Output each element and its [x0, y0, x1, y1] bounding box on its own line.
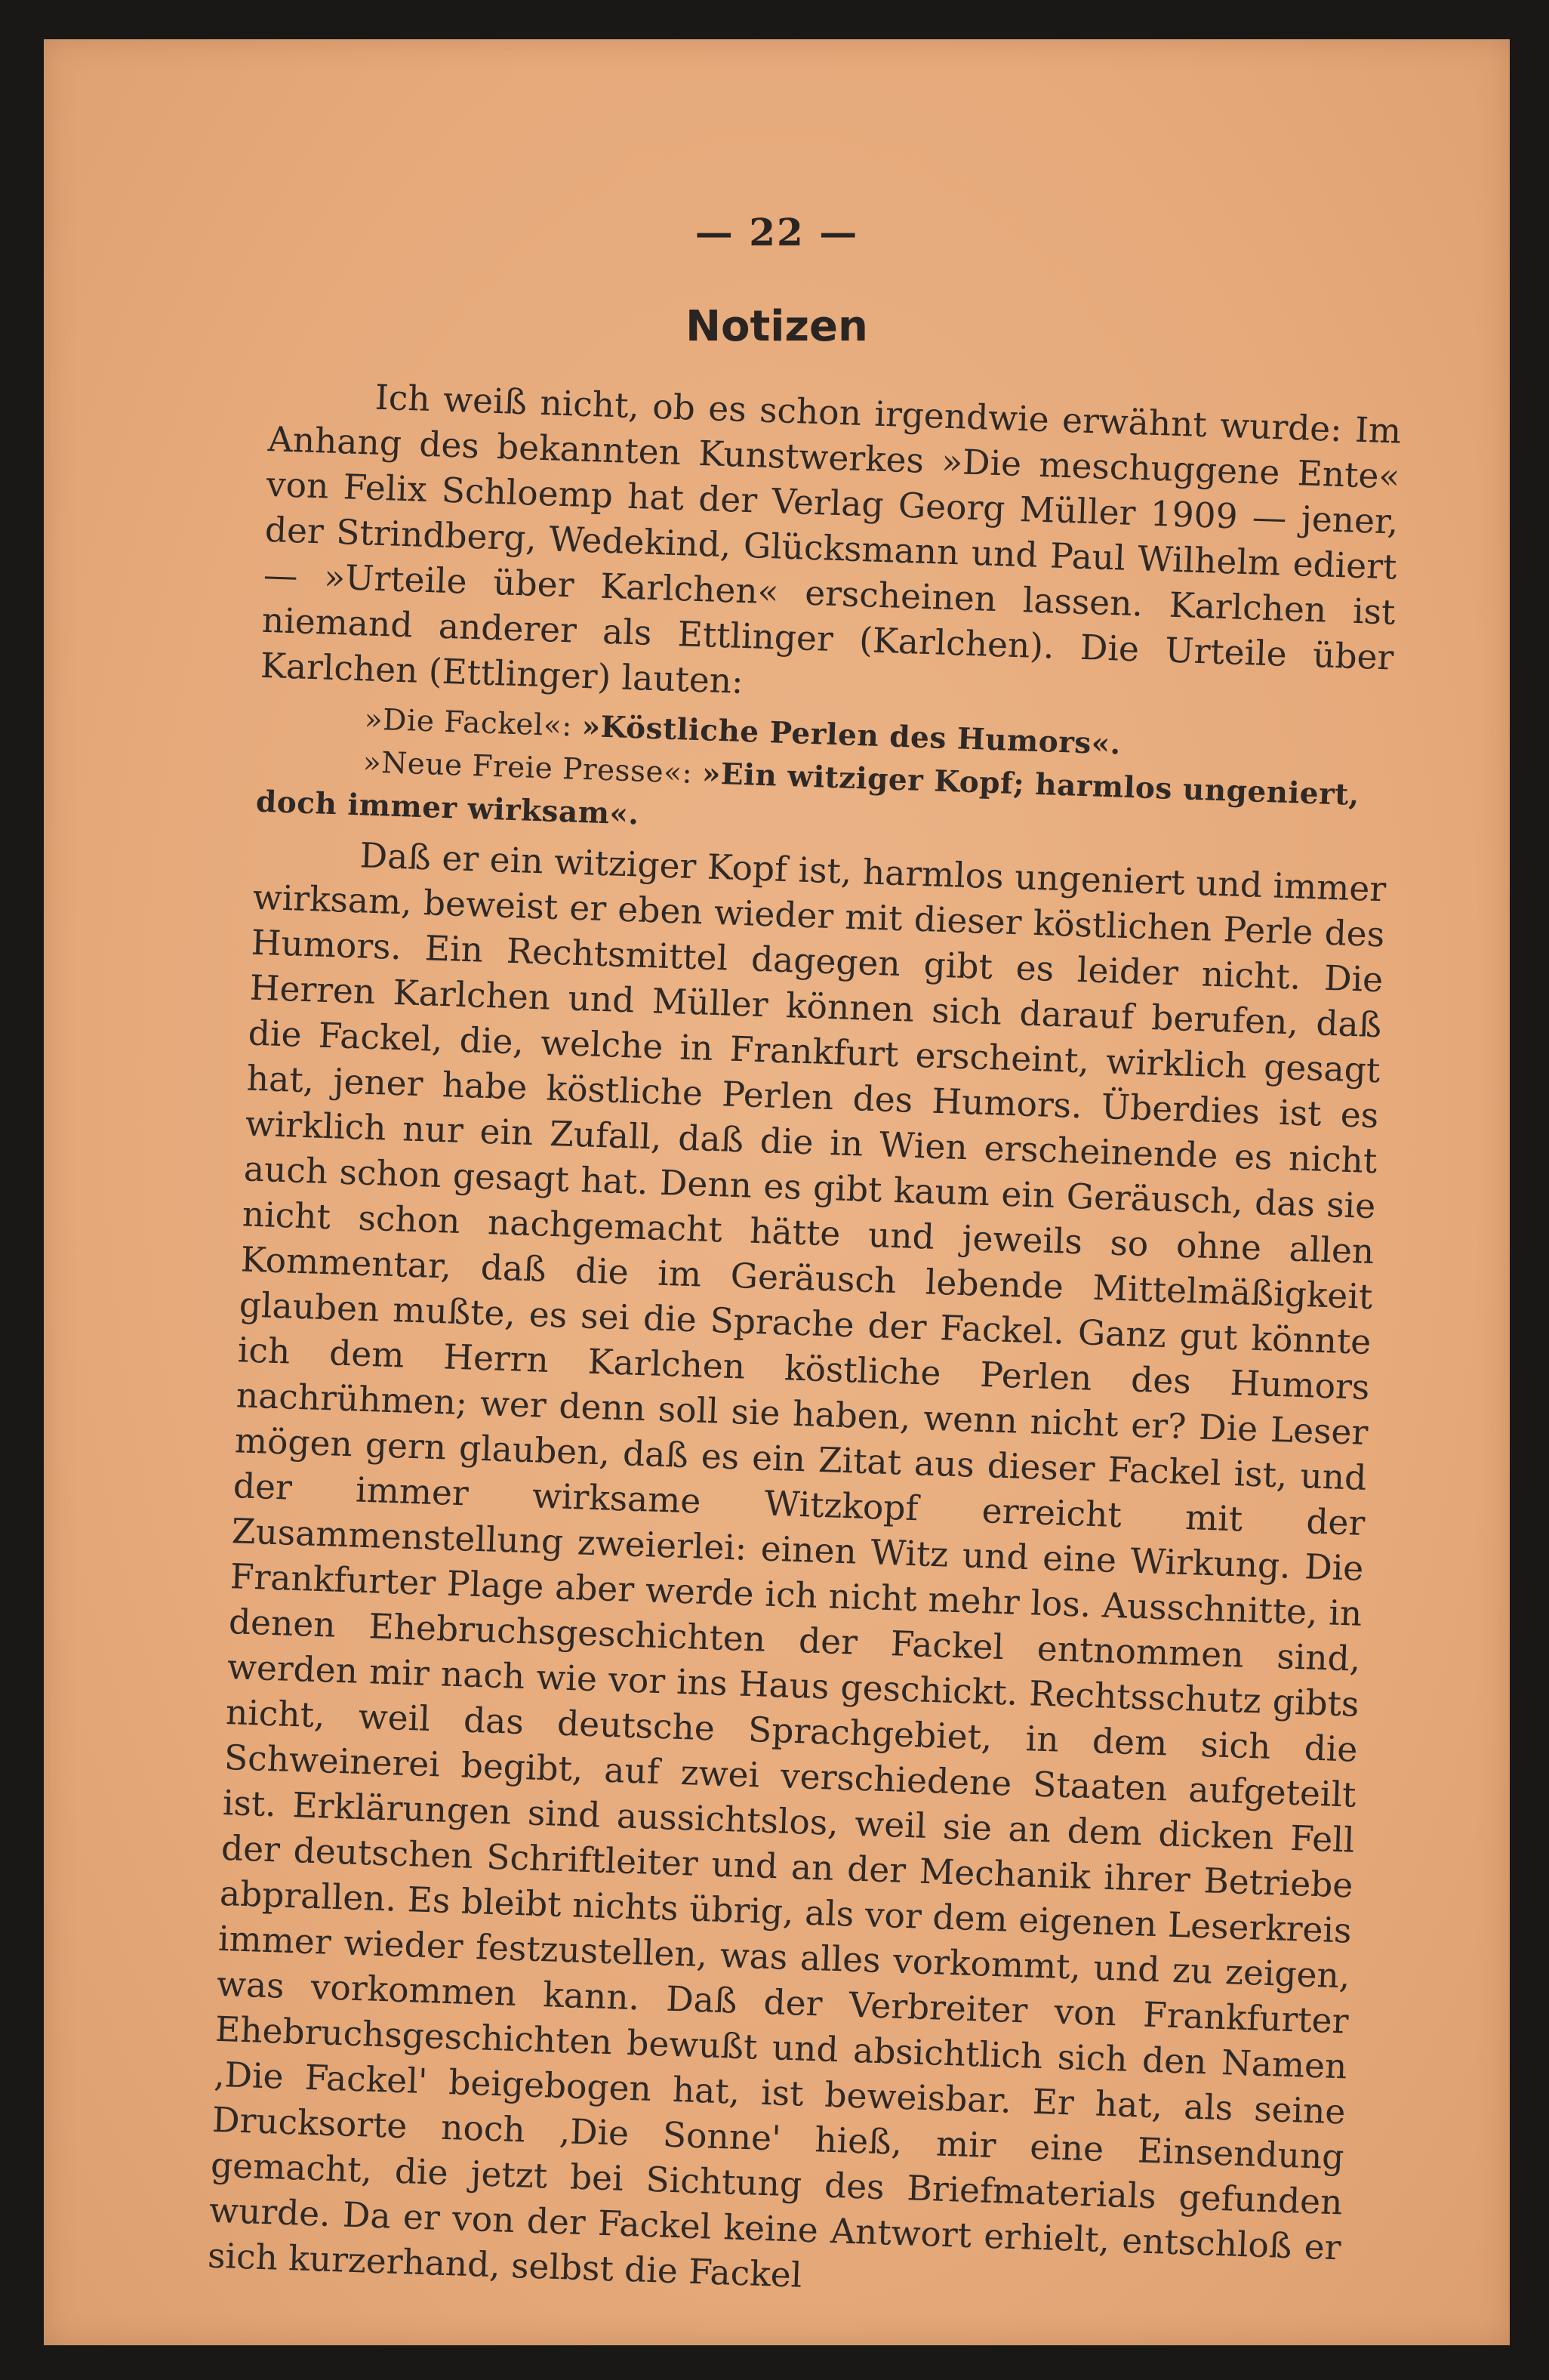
paragraph-main: Daß er ein witziger Kopf ist, harmlos ungeniert und immer wirksam, beweist er eben wieder mit dieser köstlichen Perle des Humors. Ein Rechtsmittel dagegen gibt es leider nicht. Die Herren Karlchen und Müller können sich darauf berufen, daß die Fackel, die, welche in Frankfurt erscheint, wirklich gesagt hat, jener habe köstliche Perlen des Humors. Überdies ist es wirklich nur ein Zufall, daß die in Wien erscheinende es nicht auch schon gesagt hat. Denn es gibt kaum ein Geräusch, das sie nicht schon nachgemacht hätte und jeweils so ohne allen Kommentar, daß die im Geräusch lebende Mittelmäßigkeit glauben mußte, es sei die Sprache der Fackel. Ganz gut könnte ich dem Herrn Karlchen köstliche Perlen des Humors nachrühmen; wer denn soll sie haben, wenn nicht er? Die Leser mögen gern glauben, daß es ein Zitat aus dieser Fackel ist, und der immer wirksame Witzkopf erreicht mit der Zusammenstellung zweierlei: einen Witz und eine Wirkung. Die Frankfurter Plage aber werde ich nicht mehr los. Ausschnitte, in denen Ehebruchsgeschichten der Fackel entnommen sind, werden mir nach wie vor ins Haus geschickt. Rechtsschutz gibts nicht, weil das deutsche Sprachgebiet, in dem sich die Schweinerei begibt, auf zwei verschiedene Staaten aufgeteilt ist. Erklärungen sind aussichtslos, weil sie an dem dicken Fell der deutschen Schriftleiter und an der Mechanik ihrer Betriebe abprallen. Es bleibt nichts übrig, als vor dem eigenen Leserkreis immer wieder festzustellen, was alles vorkommt, und zu zeigen, was vorkommen kann. Daß der Verbreiter von Frankfurter Ehebruchsgeschichten bewußt und absichtlich sich den Namen ‚Die Fackel' beigebogen hat, ist beweisbar. Er hat, als seine Drucksorte noch ‚Die Sonne' hieß, mir eine Einsendung gemacht, die jetzt bei Sichtung des Briefmaterials gefunden wurde. Da er von der Fackel keine Antwort erhielt, entschloß er sich kurzerhand, selbst die Fackel — [207, 835, 1387, 2295]
page-number: — 22 — — [694, 210, 859, 254]
document-page — [44, 39, 1510, 2345]
quote-source: »Neue Freie Presse«: — [362, 745, 693, 791]
paragraph-intro: Ich weiß nicht, ob es schon irgendwie erwähnt wurde: Im Anhang des bekannten Kunstwerkes »Die meschuggene Ente« von Felix Schloemp hat der Verlag Georg Müller 1909 — jener, der Strindberg, Wedekind, Glücksmann und Paul Wilhelm ediert — »Urteile über Karlchen« erscheinen lassen. Karlchen ist niemand anderer als Ettlinger (Karlchen). Die Urteile über Karlchen (Ettlinger) lauten: — [260, 377, 1403, 701]
section-title: Notizen — [685, 302, 868, 351]
body-text — [207, 371, 1402, 2316]
quote-source: »Die Fackel«: — [364, 702, 573, 744]
quote-text: »Ein witziger Kopf; harmlos ungeniert, doch immer wirksam«. — [255, 756, 1360, 832]
quote-text: »Köstliche Perlen des Humors«. — [581, 708, 1122, 762]
